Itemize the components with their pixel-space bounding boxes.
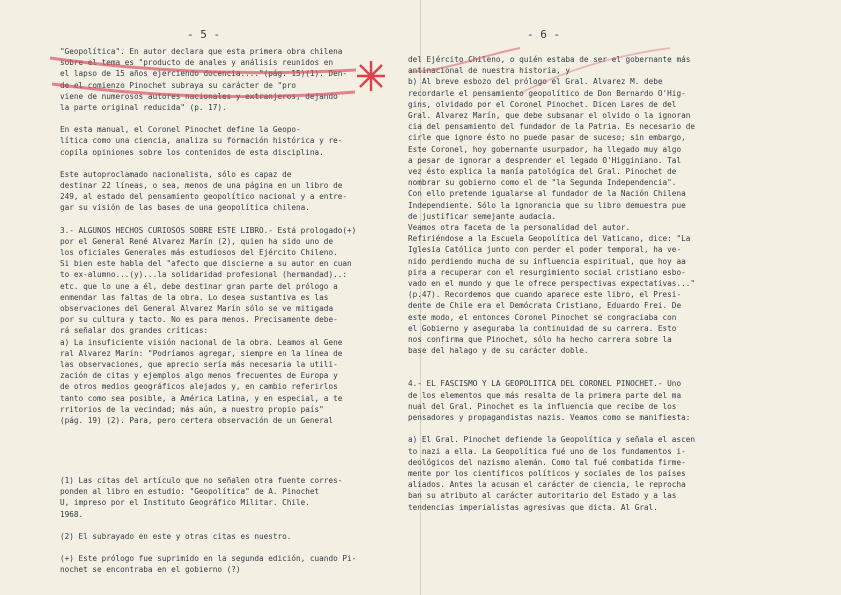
footnote-blank <box>60 520 380 531</box>
left-text-line: enmendar las faltas de la obra. Lo desea sustantiva es las <box>60 292 329 302</box>
left-text-line: 3.- ALGUNOS HECHOS CURIOSOS SOBRE ESTE LIBRO.- Está prologado(+) <box>60 225 357 235</box>
right-text-line: dente de Chile era el Demócrata Cristiano, Eduardo Frei. De <box>408 301 682 311</box>
left-text-line: to ex-alumno...(y)...la solidaridad profesional (hermandad)..: <box>60 270 347 280</box>
left-text-line: copila opiniones sobre los contenidos de esta disciplina. <box>60 147 324 157</box>
right-text-line: tendencias imperialistas agresivas que dicta. Al Gral. <box>408 502 658 512</box>
right-text-line: de justificar semejante audacia. <box>408 211 557 221</box>
footnote-line: 1968. <box>60 509 84 519</box>
right-text-line: Gral. Alvarez Marín, que debe subsanar el olvido o la ignoran <box>408 111 691 121</box>
right-text-line: este modo, el entonces Coronel Pinochet se congraciaba con <box>408 312 677 322</box>
left-text-line: zación de citas y ejemplos algo menos frecuentes de Europa y <box>60 371 338 381</box>
page-number-left: - 5 - <box>187 28 221 41</box>
left-page-text <box>60 46 380 426</box>
left-text-line: por el General René Alvarez Marín (2), quien ha sido uno de <box>60 236 334 246</box>
left-text-line: destinar 22 líneas, o sea, menos de una página en un libro de <box>60 181 343 191</box>
right-text-line: vez ésto explica la manía patológica del Gral. Pinochet de <box>408 167 677 177</box>
right-text-line: aliados. Antes la acusan el carácter de ciencia, le reprocha <box>408 480 686 490</box>
right-text-line: gins, olvidado por el Coronel Pinochet. Dicen Lares de del <box>408 99 677 109</box>
right-text-line: a) El Gral. Pinochet defiende la Geopolítica y señala el ascen <box>408 435 695 445</box>
left-text-line: 249, al estado del pensamiento geopolítico nacional y a entre- <box>60 192 347 202</box>
left-text-line: la parte original reducida" (p. 17). <box>60 103 227 113</box>
right-text-line: del Ejército Chileno, o quién estaba de ser el gobernante más <box>408 55 691 64</box>
right-text-line: nido perdiendo mucha de su influencia espiritual, que hoy aa <box>408 256 686 266</box>
right-text-line: deológicos del nazismo alemán. Como tal fué combatida firme- <box>408 457 686 467</box>
left-page-footnotes <box>60 475 380 575</box>
right-text-blank <box>408 423 738 434</box>
right-text-line: antinacional de nuestra historia, y <box>408 66 570 76</box>
footnote-line: nochet se encontraba en el gobierno (?) <box>60 565 241 575</box>
right-text-line: Independiente. Sólo la ignorancia que su libro demuestra pue <box>408 200 686 210</box>
right-page-text <box>408 54 738 513</box>
right-text-line: b) Al breve esbozo del prólogo el Gral. Alvarez M. debe <box>408 77 663 87</box>
right-text-line: Refiriéndose a la Escuela Geopolítica del Vaticano, dice: "La <box>408 234 691 244</box>
right-text-line: Con ello pretende igualarse al fundador de la Nación Chilena <box>408 189 686 199</box>
left-text-line: Si bien este habla del "afecto que discierne a su autor en cuan <box>60 259 352 269</box>
right-text-line: Iglesia Católica junto con perder el poder temporal, ha ve- <box>408 245 682 255</box>
left-text-blank <box>60 214 380 225</box>
right-text-line: vado en el mundo y que le ofrece perspectivas expectativas..." <box>408 279 695 289</box>
right-text-line: mente por los científicos políticos y sociales de los países <box>408 468 686 478</box>
footnote-blank <box>60 542 380 553</box>
left-text-line: a) La insuficiente visión nacional de la obra. Leamos al Gene <box>60 337 343 347</box>
right-text-line: 4.- EL FASCISMO Y LA GEOPOLITICA DEL CORONEL PINOCHET.- Uno <box>408 379 682 389</box>
left-text-line: de el comienzo Pinochet subraya su carácter de "pro <box>60 80 297 90</box>
right-text-line: to nazi a ella. La Geopolítica fué uno de los fundamentos i- <box>408 446 686 456</box>
left-text-line: gar su visión de las bases de una geopolítica chilena. <box>60 203 310 213</box>
left-text-line: viene de numerosos autores nacionales y extranjeros, dejando <box>60 91 338 101</box>
right-text-line: nos confirma que Pinochet, sólo ha hecho carrera sobre la <box>408 335 672 345</box>
left-text-line: lítica como una ciencia, analiza su formación histórica y re- <box>60 136 343 146</box>
left-text-line: (pág. 19) (2). Para, pero certera observación de un General <box>60 416 334 426</box>
left-text-line: Este autoproclamado nacionalista, sólo es capaz de <box>60 169 292 179</box>
right-text-line: Este Coronel, hoy gobernante usurpador, ha llegado muy algo <box>408 144 682 154</box>
right-text-line: ban su atributo al carácter autoritario del Estado y a las <box>408 491 677 501</box>
left-text-line: por su cultura y tacto. No es para menos. Precisamente debe- <box>60 315 338 325</box>
footnote-line: (1) Las citas del artículo que no señalen otra fuente corres- <box>60 476 343 485</box>
left-text-line: el lapso de 15 años ejerciendo docencia...."(pág. 15)(1). Den- <box>60 69 347 79</box>
left-text-line: tanto como sea posible, a América Latina, y en especial, a te <box>60 393 343 403</box>
left-text-line: sobre el tema es "producto de anales y análisis reunidos en <box>60 58 334 68</box>
left-text-line: ral Alvarez Marín: "Podríamos agregar, siempre en la línea de <box>60 348 343 358</box>
right-text-line: nual del Gral. Pinochet es la influencia que recibe de los <box>408 401 677 411</box>
left-text-blank <box>60 113 380 124</box>
right-text-line: pira a recuperar con el resurgimiento social cristiano esbo- <box>408 267 686 277</box>
left-text-blank <box>60 158 380 169</box>
left-text-line: etc. que lo une a él, debe destinar gran parte del prólogo a <box>60 281 338 291</box>
left-text-line: "Geopolítica". En autor declara que esta primera obra chilena <box>60 47 343 56</box>
left-text-line: observaciones del General Alvarez Marín sólo se ve mitigada <box>60 304 334 314</box>
left-text-line: rá señalar dos grandes críticas: <box>60 326 209 336</box>
right-text-line: el Gobierno y aseguraba la continuidad de su carrera. Esto <box>408 323 677 333</box>
right-text-line: cirle que ignore ésto no puede pasar de suceso; sin embargo, <box>408 133 686 143</box>
footnote-line: U, impreso por el Instituto Geográfico Militar. Chile. <box>60 498 310 508</box>
right-text-blank <box>408 367 738 378</box>
page-number-right: - 6 - <box>527 28 561 41</box>
left-text-line: los oficiales Generales más estudiosos del Ejército Chileno. <box>60 248 338 258</box>
right-text-line: Veamos otra faceta de la personalidad del autor. <box>408 223 631 233</box>
left-text-line: las observaciones, que aprecio sería más necesaria la utili- <box>60 360 338 370</box>
left-text-line: rritorios de la vecindad; más aún, a nuestro propio país" <box>60 404 324 414</box>
right-text-line: nombrar su gobierno como el de "la Segunda Independencia". <box>408 178 677 188</box>
right-text-line: recordarle el pensamiento geopolítico de Don Bernardo O'Hig- <box>408 88 686 98</box>
right-text-line: pensadores y propagandistas nazis. Veamos como se manifiesta: <box>408 413 691 423</box>
footnote-line: ponden al libro en estudio: "Geopolítica" de A. Pinochet <box>60 487 320 497</box>
footnote-line: (2) El subrayado en este y otras citas es nuestro. <box>60 531 292 541</box>
right-text-line: a pesar de ignorar a desprender el legado O'Higginiano. Tal <box>408 155 682 165</box>
right-text-line: de los elementos que más resalta de la primera parte del ma <box>408 390 682 400</box>
right-text-line: base del halago y de su carácter doble. <box>408 346 589 356</box>
right-text-line: cia del pensamiento del fundador de la Patria. Es necesario de <box>408 122 695 132</box>
left-text-line: En esta manual, el Coronel Pinochet define la Geopo- <box>60 125 301 135</box>
right-text-blank <box>408 356 738 367</box>
right-text-line: (p.47). Recordemos que cuando aparece este libro, el Presi- <box>408 290 682 300</box>
left-text-line: de otros medios geográficos alejados y, en cambio referirlos <box>60 382 338 392</box>
footnote-line: (+) Este prólogo fue suprimido en la segunda edición, cuando Pi- <box>60 554 357 564</box>
